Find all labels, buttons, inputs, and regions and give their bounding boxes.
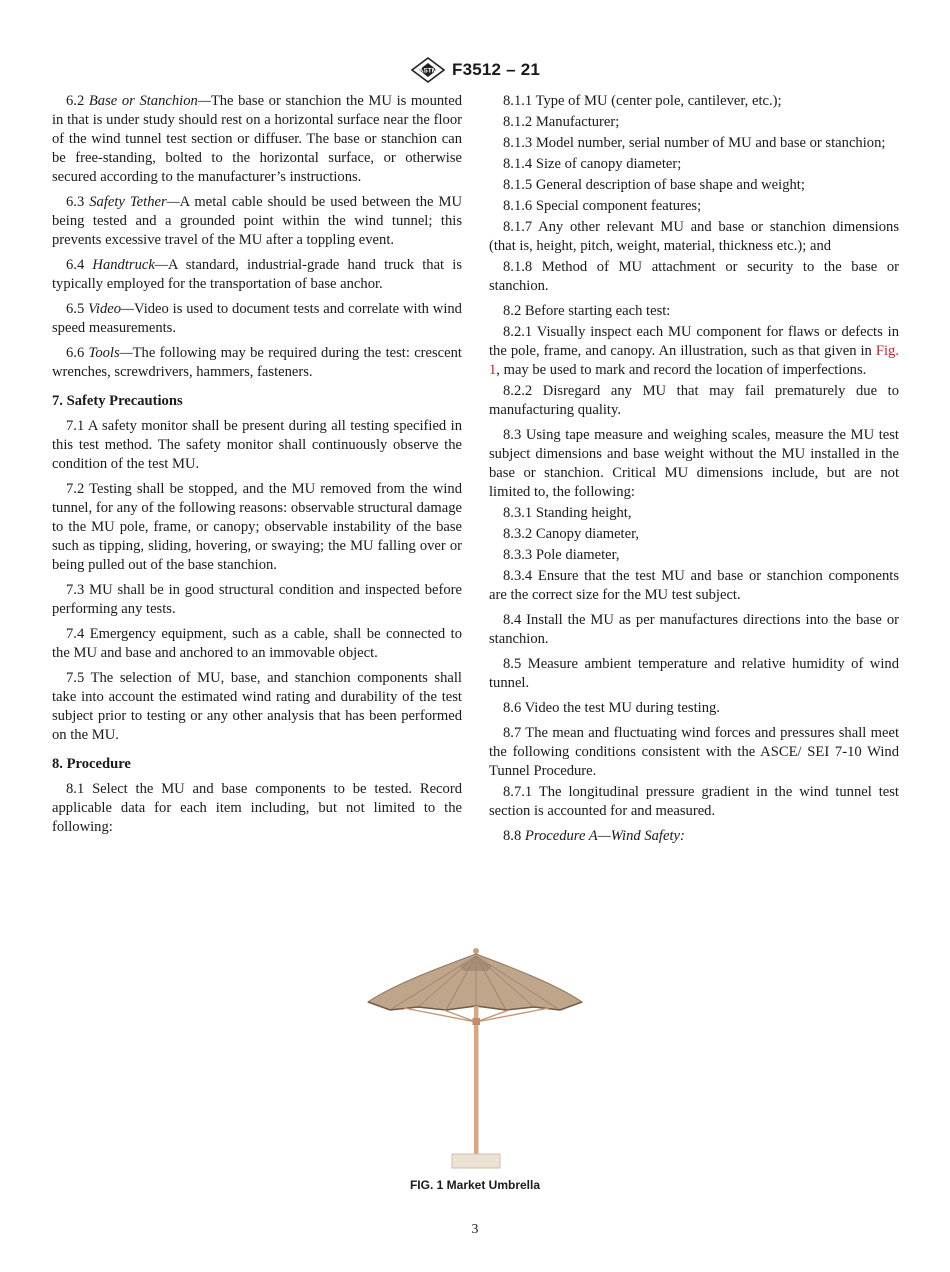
paragraph-8-2: 8.2 Before starting each test: [503,303,671,319]
paragraph-8-1-6: 8.1.6 Special component features; [503,198,702,214]
paragraph-8-7-1: 8.7.1 The longitudinal pressure gradient in the wind tunnel test section is accounted for and measured. [489,784,899,819]
right-column [489,92,899,852]
paragraph-8-1-2: 8.1.2 Manufacturer; [503,114,620,130]
paragraph-8-3-2: 8.3.2 Canopy diameter, [503,526,639,542]
figure-1-link[interactable]: Fig. 1 [489,343,899,378]
paragraph-8-2-2: 8.2.2 Disregard any MU that may fail prematurely due to manufacturing quality. [489,383,899,418]
left-column [52,92,462,843]
paragraph-7-3: 7.3 MU shall be in good structural condition and inspected before performing any tests. [52,582,462,617]
paragraph-6-4: 6.4 Handtruck—A standard, industrial-grade hand truck that is typically employed for the transportation of base anchor. [52,257,462,292]
paragraph-8-2-1: 8.2.1 Visually inspect each MU component for flaws or defects in the pole, frame, and canopy. An illustration, such as that given in Fig. 1, may be used to mark and record the location of imperfections. [489,324,899,378]
paragraph-8-1-8: 8.1.8 Method of MU attachment or security to the base or stanchion. [489,259,899,294]
svg-text:ASTM: ASTM [418,67,438,75]
paragraph-8-1-7: 8.1.7 Any other relevant MU and base or stanchion dimensions (that is, height, pitch, weight, material, thickness etc.); and [489,219,899,254]
paragraph-8-8: 8.8 Procedure A—Wind Safety: [503,828,685,844]
paragraph-6-3: 6.3 Safety Tether—A metal cable should be used between the MU being tested and a grounded point within the wind tunnel; this prevents excessive travel of the MU after a toppling event. [52,194,462,248]
paragraph-7-1: 7.1 A safety monitor shall be present during all testing specified in this test method. The safety monitor shall continuously observe the condition of the test MU. [52,418,462,472]
paragraph-8-3-3: 8.3.3 Pole diameter, [503,547,620,563]
paragraph-8-1: 8.1 Select the MU and base components to be tested. Record applicable data for each item including, but not limited to the following: [52,781,462,835]
paragraph-8-1-5: 8.1.5 General description of base shape and weight; [503,177,805,193]
page-header [0,57,950,83]
paragraph-8-3-1: 8.3.1 Standing height, [503,505,632,521]
paragraph-8-5: 8.5 Measure ambient temperature and relative humidity of wind tunnel. [489,656,899,691]
market-umbrella-figure [364,944,584,1174]
paragraph-8-1-1: 8.1.1 Type of MU (center pole, cantilever, etc.); [503,93,782,109]
paragraph-8-4: 8.4 Install the MU as per manufactures directions into the base or stanchion. [489,612,899,647]
paragraph-7-5: 7.5 The selection of MU, base, and stanchion components shall take into account the estimated wind rating and durability of the test subject prior to testing or any other analysis that has been performed on the MU. [52,670,462,743]
paragraph-8-7: 8.7 The mean and fluctuating wind forces and pressures shall meet the following conditions consistent with the ASCE/ SEI 7-10 Wind Tunnel Procedure. [489,725,899,779]
document-number: F3512 – 21 [451,60,540,79]
paragraph-8-3-4: 8.3.4 Ensure that the test MU and base or stanchion components are the correct size for the MU test subject. [489,568,899,603]
page-number: 3 [471,1221,479,1236]
paragraph-6-5: 6.5 Video—Video is used to document tests and correlate with wind speed measurements. [52,301,462,336]
section-heading-7: 7. Safety Precautions [52,393,183,409]
paragraph-8-6: 8.6 Video the test MU during testing. [503,700,720,716]
astm-logo-icon [410,57,446,83]
section-heading-8: 8. Procedure [52,756,131,772]
paragraph-8-1-4: 8.1.4 Size of canopy diameter; [503,156,682,172]
paragraph-8-3: 8.3 Using tape measure and weighing scales, measure the MU test subject dimensions and base weight without the MU installed in the base or stanchion. Critical MU dimensions include, but are not limited to, the following: [489,427,899,500]
figure-caption: FIG. 1 Market Umbrella [409,1178,541,1192]
paragraph-7-2: 7.2 Testing shall be stopped, and the MU removed from the wind tunnel, for any of the following reasons: observable structural damage to the MU pole, frame, or canopy; observable instability of the base such as tipping, sliding, hovering, or swaying; the MU falling over or being pulled out of the base stanchion. [52,481,462,573]
paragraph-8-1-3: 8.1.3 Model number, serial number of MU and base or stanchion; [503,135,886,151]
paragraph-6-6: 6.6 Tools—The following may be required during the test: crescent wrenches, screwdrivers, hammers, fasteners. [52,345,462,380]
paragraph-6-2: 6.2 Base or Stanchion—The base or stanchion the MU is mounted in that is under study should rest on a horizontal surface near the floor of the wind tunnel test section or diffuser. The base or stanchion can be free-standing, bolted to the horizontal surface, or otherwise secured according to the manufacturer’s instructions. [52,93,462,185]
paragraph-7-4: 7.4 Emergency equipment, such as a cable, shall be connected to the MU and base and anchored to an immovable object. [52,626,462,661]
